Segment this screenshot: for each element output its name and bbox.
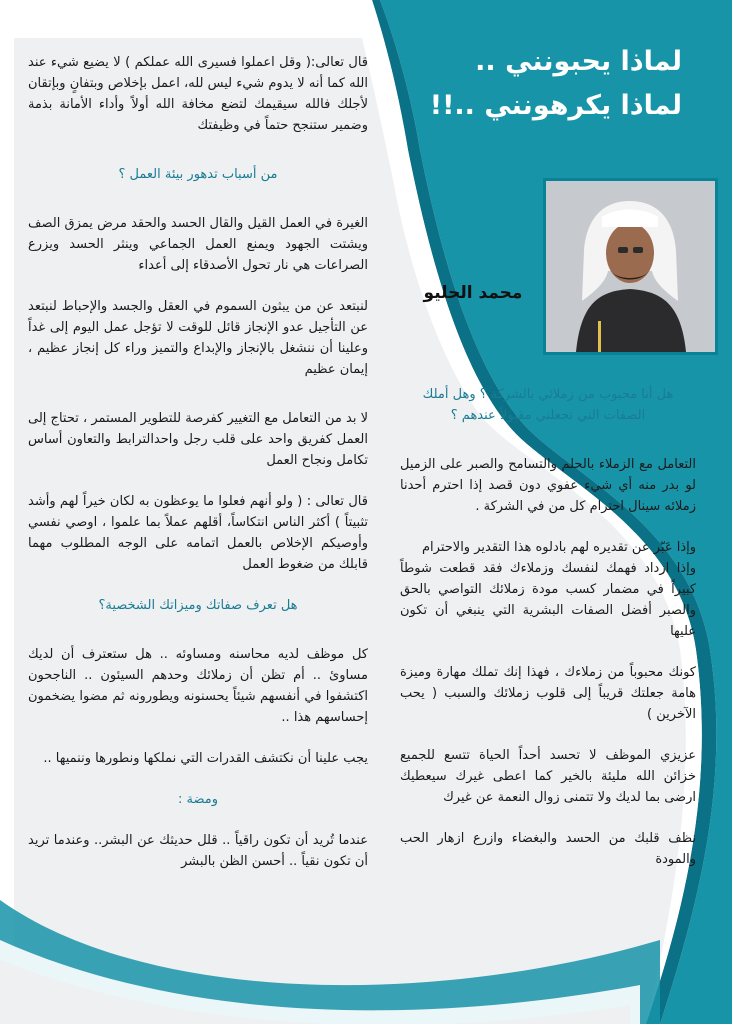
intro-paragraph: قال تعالى:( وقل اعملوا فسيرى الله عملكم ) لا يضيع شيء عند الله كما أنه لا يدوم شيء ليس لله، اعمل بإخلاص وبتفانٍ وبإتقان لأجلك فالله سيقيمك لتضع مخافة الله أولاً وأداء الأمانة بذمة وضمير ستنجح حتماً في وظيفتك	[28, 55, 368, 133]
paragraph-change: لا بد من التعامل مع التغيير كفرصة للتطوير المستمر ، تحتاج إلى العمل كفريق واحد على قلب رجل واحدالترابط والتعاون أساس تكامل ونجاح العمل	[28, 411, 368, 468]
paragraph-abilities: يجب علينا أن نكتشف القدرات التي نملكها ونطورها وننميها ..	[43, 751, 368, 766]
section-heading-work-environment: من أسباب تدهور بيئة العمل ؟	[118, 167, 278, 182]
paragraph-appreciation: وإذا عَبّر عن تقديره لهم بادلوه هذا التقدير والاحترام	[421, 540, 696, 555]
paragraph-flash: عندما تُريد أن تكون راقياً .. قلل حديثك عن البشر.. وعندما تريد أن تكون نقياً .. أحسن الظن بالبشر	[28, 833, 368, 869]
author-photo-frame	[543, 178, 718, 355]
paragraph-clean-heart: نظف قلبك من الحسد والبغضاء وازرع ازهار الحب والمودة	[400, 831, 696, 867]
paragraph-self-understanding: وإذا ازداد فهمك لنفسك وزملاءك فقد قطعت شوطاً كبيراً في مضمار كسب مودة زملائك التواصي بالحق والصبر أفضل الصفات البشرية التي ينبغي أن تكون عليها	[400, 561, 696, 639]
article-title	[422, 40, 682, 128]
question-heading: هل أنا محبوب من زملائي بالشركة ؟ وهل أملك الصفات التي تجعلني مقبولاً عندهم ؟	[422, 387, 674, 423]
paragraph-tolerance: التعامل مع الزملاء بالحلم والتسامح والصبر على الزميل لو بدر منه أي شيء عفوي دون قصد إذا احترم أحدنا زملائه سينال احترام كل من في الشركة .	[400, 457, 696, 514]
portrait-illustration	[546, 181, 715, 352]
paragraph-strengths-weaknesses: كل موظف لديه محاسنه ومساوئه .. هل ستعترف أن لديك مساوئ .. أم تظن أن زملائك وحدهم السيئون .. الناجحون اكتشفوا في أنفسهم شيئاً يحسنونه ويطورونه ثم مضوا يضخمون إحساسهم هذا ..	[28, 647, 368, 725]
section-heading-personal-traits: هل تعرف صفاتك وميزاتك الشخصية؟	[98, 598, 298, 613]
title-line-2: لماذا يكرهونني ..!!	[429, 90, 682, 121]
paragraph-procrastination: لنبتعد عن من يبثون السموم في العقل والجسد والإحباط لنبتعد عن التأجيل عدو الإنجاز قائل للوقت لا تؤجل عمل اليوم إلى غداً وعلينا أن ننشغل بالإنجاز والإبداع والتميز وراء كل إنجاز عظيم ، إيمان عظيم	[28, 299, 368, 377]
paragraph-envy: عزيزي الموظف لا تحسد أحداً الحياة تتسع للجميع خزائن الله مليئة بالخير كما اعطى غيرك سيعطيك ارضى بما لديك ولا تتمنى زوال النعمة عن غيرك	[400, 748, 696, 805]
left-column	[28, 52, 368, 872]
paragraph-jealousy: الغيرة في العمل القيل والقال الحسد والحقد مرض يمزق الصف ويشتت الجهود ويمنع العمل الجماعي وينثر الحسد ويزرع الصراعات هي نار تحول الأصدقاء إلى أعداء	[28, 216, 368, 273]
right-column	[400, 384, 696, 870]
author-name: محمد الحليو	[423, 283, 523, 303]
paragraph-being-loved: كونك محبوباً من زملاءك ، فهذا إنك تملك مهارة وميزة هامة جعلتك قريباً إلى قلوب زملائك والسبب ( يحب الآخرين )	[400, 665, 696, 722]
title-line-1: لماذا يحبونني ..	[475, 46, 682, 77]
paragraph-quran-verse: قال تعالى : ( ولو أنهم فعلوا ما يوعظون به لكان خيراً لهم وأشد تثبيتاً ) أكثر الناس انتكاساً، أقلهم عملاً بما علموا ، اوصي نفسي وأوصيكم الإخلاص بالعمل اتمامه على الوجه المطلوب مهما قابلك من ضغوط العمل	[28, 494, 368, 572]
author-photo	[546, 181, 715, 352]
section-heading-flash: ومضة :	[178, 792, 218, 807]
